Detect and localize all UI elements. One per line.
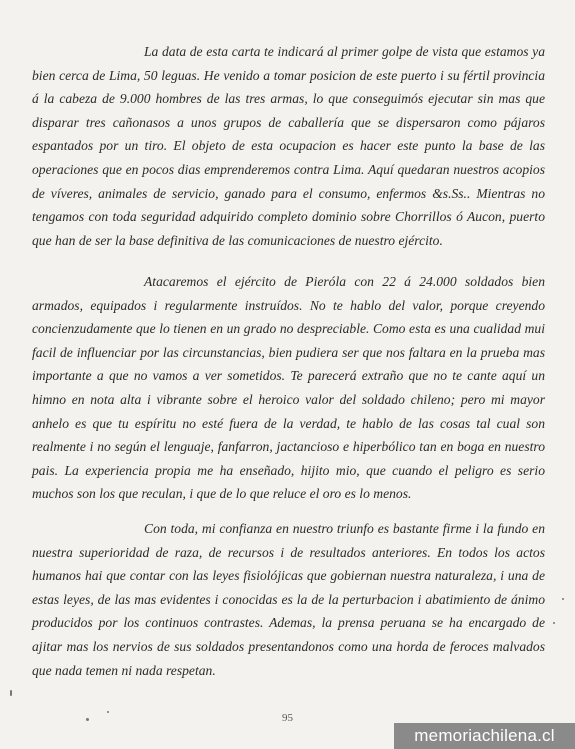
scan-speck <box>562 598 564 600</box>
page-number: 95 <box>282 712 293 724</box>
paragraph-3-block <box>32 517 545 682</box>
paragraph-1-block <box>32 40 545 252</box>
scan-speck <box>10 690 12 696</box>
scan-speck <box>553 622 555 624</box>
paragraph: Atacaremos el ejército de Pieróla con 22 á 24.000 soldados bien armados, equipados i regularmente instruídos. No te hablo del valor, porque creyendo concienzudamente que lo tienen en un grado no despreciable. Como esta es una cualidad mui facil de influenciar por las circunstancias, bien pudiera ser que nos faltara en la prueba mas importante a que no vamos a ver sometidos. Te parecerá extraño que no te cante aquí un himno en nota alta i vibrante sobre el heroico valor del soldado chileno; pero mi mayor anhelo es que tu espíritu no esté fuera de la verdad, te hablo de las cosas tal cual son realmente i no según el lenguaje, fanfarron, jactancioso e hiperbólico tan en boga en nuestro pais. La experiencia propia me ha enseñado, hijito mio, que cuando el peligro es serio muchos son los que reculan, i que de lo que reluce el oro es lo menos. <box>32 274 545 502</box>
paragraph: La data de esta carta te indicará al primer golpe de vista que estamos ya bien cerca de Lima, 50 leguas. He venido a tomar posicion de este puerto i su fértil provincia á la cabeza de 9.000 hombres de las tres armas, lo que conseguimós ejecutar sin mas que disparar tres cañonasos a unos grupos de caballería que se dispersaron como pájaros espantados por un tiro. El objeto de esta ocupacion es hacer este punto la base de las operaciones que en pocos dias emprenderemos contra Lima. Aquí quedaran nuestros acopios de víveres, animales de servicio, ganado para el consumo, enfermos &s.Ss.. Mientras no tengamos con toda seguridad adquirido completo dominio sobre Chorrillos ó Aucon, puerto que han de ser la base definitiva de las comunicaciones de nuestro ejército. <box>32 44 545 248</box>
scan-speck <box>107 711 109 713</box>
paragraph: Con toda, mi confianza en nuestro triunfo es bastante firme i la fundo en nuestra superioridad de raza, de recursos i de resultados anteriores. En todos los actos humanos hai que contar con las leyes fisiolójicas que gobiernan nuestra naturaleza, i una de estas leyes, de las mas evidentes i conocidas es la de la perturbacion i abatimiento de ánimo producidos por los continuos contrastes. Ademas, la prensa peruana se ha encargado de ajitar mas los nervios de sus soldados presentandonos como una horda de feroces malvados que nada temen ni nada respetan. <box>32 521 545 678</box>
watermark-logo: memoriachilena.cl <box>394 723 575 749</box>
scan-speck <box>86 718 89 721</box>
paragraph-2-block <box>32 270 545 506</box>
